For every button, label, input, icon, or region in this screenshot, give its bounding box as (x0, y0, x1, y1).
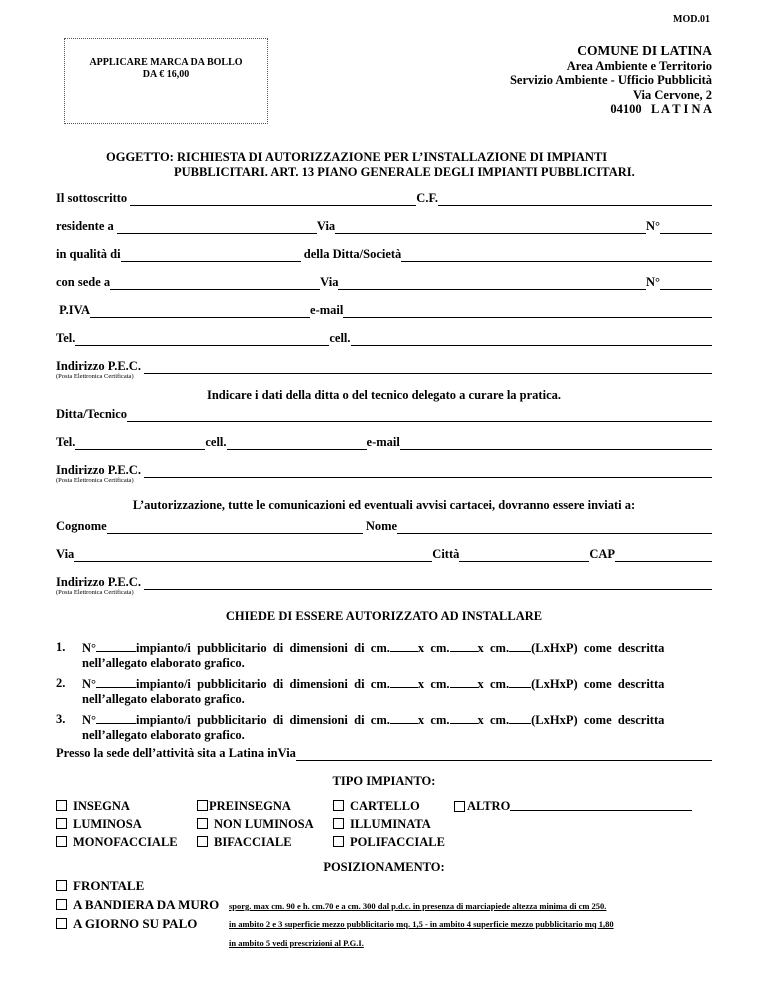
field-cognome[interactable] (107, 522, 363, 534)
label-ditta-tecnico: Ditta/Tecnico (56, 407, 128, 421)
field-pec[interactable] (144, 362, 712, 374)
checkbox-frontale[interactable] (56, 880, 67, 891)
label-x: x cm. (477, 713, 510, 727)
label-citta: Città (432, 547, 460, 561)
row-piva (56, 302, 712, 318)
row-cognome (56, 518, 712, 534)
label-non-luminosa: NON LUMINOSA (214, 817, 314, 831)
field-qualita[interactable] (121, 250, 301, 262)
label-cognome: Cognome (56, 519, 107, 533)
field-height[interactable] (450, 640, 478, 652)
checkbox-non-luminosa[interactable] (197, 818, 208, 829)
row-qualita (56, 246, 712, 262)
label-bifacciale: BIFACCIALE (214, 835, 292, 849)
field-quantity[interactable] (96, 640, 136, 652)
field-piva[interactable] (90, 306, 310, 318)
item-line-2: nell’allegato elaborato grafico. (82, 656, 245, 670)
address-line-1: COMUNE DI LATINA (577, 43, 712, 58)
field-presso-via[interactable] (296, 749, 712, 761)
field-name[interactable] (130, 194, 416, 206)
row-residente (56, 218, 712, 234)
label-ditta: della Ditta/Società (303, 247, 402, 261)
label-delegate-cell: cell. (205, 435, 227, 449)
checkbox-bandiera[interactable] (56, 899, 67, 910)
label-x: x cm. (417, 713, 450, 727)
field-sede-n[interactable] (660, 278, 712, 290)
label-nome: Nome (365, 519, 398, 533)
request-item-1 (56, 640, 712, 671)
label-cf: C.F. (416, 191, 439, 205)
field-contact-pec[interactable] (144, 578, 712, 590)
field-quantity[interactable] (96, 676, 136, 688)
address-line-4: Via Cervone, 2 (632, 87, 712, 102)
label-sede-n: N° (645, 275, 660, 289)
label-cell: cell. (329, 331, 351, 345)
checkbox-altro[interactable] (454, 801, 465, 812)
label-monofacciale: MONOFACCIALE (73, 835, 178, 849)
item-text: impianto/i pubblicitario di dimensioni di cm. (136, 641, 390, 655)
label-residente: residente a (56, 219, 114, 233)
row-ditta-tecnico (56, 406, 712, 422)
checkbox-palo[interactable] (56, 918, 67, 929)
label-piva: P.IVA (56, 303, 91, 317)
field-altro[interactable] (510, 799, 692, 811)
tipo-heading: TIPO IMPIANTO: (332, 774, 436, 788)
row-contact-pec (56, 574, 712, 590)
label-pec: Indirizzo P.E.C. (56, 359, 141, 373)
checkbox-illuminata[interactable] (333, 818, 344, 829)
field-depth[interactable] (509, 676, 531, 688)
field-height[interactable] (450, 712, 478, 724)
delegate-heading: Indicare i dati della ditta o del tecnico delegato a curare la pratica. (206, 388, 561, 402)
label-sede: con sede a (56, 275, 111, 289)
label-altro: ALTRO (467, 799, 511, 813)
field-ditta-tecnico[interactable] (127, 410, 712, 422)
stamp-line-2: DA € 16,00 (142, 69, 190, 80)
address-line-2: Area Ambiente e Territorio (566, 58, 712, 73)
label-contact-via: Via (56, 547, 75, 561)
field-length[interactable] (390, 640, 418, 652)
label-n: N° (645, 219, 660, 233)
label-x: x cm. (417, 641, 450, 655)
field-length[interactable] (390, 712, 418, 724)
pos-bandiera (56, 897, 219, 913)
field-quantity[interactable] (96, 712, 136, 724)
item-number: 2. (56, 676, 66, 690)
field-tel[interactable] (75, 334, 329, 346)
label-email: e-mail (310, 303, 344, 317)
field-residente[interactable] (117, 222, 317, 234)
row-pec (56, 358, 712, 374)
field-cap[interactable] (615, 550, 712, 562)
field-via[interactable] (335, 222, 646, 234)
posizionamento-heading: POSIZIONAMENTO: (323, 860, 445, 874)
field-sede-via[interactable] (338, 278, 646, 290)
delegate-pec-note: (Posta Elettronica Certificata) (56, 477, 134, 484)
item-text-end: (LxHxP) come descritta (531, 677, 665, 691)
subject-line-2: PUBBLICITARI. ART. 13 PIANO GENERALE DEGLI IMPIANTI PUBBLICITARI. (174, 165, 635, 179)
recipient-address (510, 44, 712, 117)
label-delegate-tel: Tel. (56, 435, 76, 449)
field-n[interactable] (660, 222, 712, 234)
stamp-line-1: APPLICARE MARCA DA BOLLO (89, 57, 243, 68)
field-delegate-cell[interactable] (227, 438, 367, 450)
label-polifacciale: POLIFACCIALE (350, 835, 445, 849)
label-delegate-pec: Indirizzo P.E.C. (56, 463, 141, 477)
checkbox-monofacciale[interactable] (56, 836, 67, 847)
label-n: N° (82, 713, 97, 727)
checkbox-insegna[interactable] (56, 800, 67, 811)
item-text-end: (LxHxP) come descritta (531, 713, 665, 727)
pec-note: (Posta Elettronica Certificata) (56, 373, 134, 380)
checkbox-bifacciale[interactable] (197, 836, 208, 847)
checkbox-luminosa[interactable] (56, 818, 67, 829)
label-qualita: in qualità di (56, 247, 121, 261)
row-sottoscritto (56, 190, 712, 206)
pos-frontale (56, 878, 144, 894)
contact-heading: L’autorizzazione, tutte le comunicazioni ed eventuali avvisi cartacei, dovranno essere inviati a: (132, 498, 636, 512)
field-sede[interactable] (110, 278, 320, 290)
item-line-2: nell’allegato elaborato grafico. (82, 728, 245, 742)
row-tel (56, 330, 712, 346)
row-delegate-pec (56, 462, 712, 478)
row-sede (56, 274, 712, 290)
field-length[interactable] (390, 676, 418, 688)
checkbox-polifacciale[interactable] (333, 836, 344, 847)
item-number: 3. (56, 712, 66, 726)
address-line-5: 04100 L A T I N A (610, 102, 712, 116)
label-contact-pec: Indirizzo P.E.C. (56, 575, 141, 589)
request-heading: CHIEDE DI ESSERE AUTORIZZATO AD INSTALLARE (225, 609, 543, 623)
label-presso: Presso la sede dell’attività sita a Latina inVia (56, 746, 296, 760)
checkbox-preinsegna[interactable] (197, 800, 208, 811)
item-text-end: (LxHxP) come descritta (531, 641, 665, 655)
label-bandiera: A BANDIERA DA MURO (73, 897, 220, 912)
field-nome[interactable] (397, 522, 712, 534)
label-palo: A GIORNO SU PALO (73, 916, 198, 931)
label-n: N° (82, 641, 97, 655)
label-insegna: INSEGNA (73, 799, 130, 813)
field-cell[interactable] (351, 334, 712, 346)
revenue-stamp-box (64, 38, 268, 124)
row-delegate-tel (56, 434, 712, 450)
subject (106, 150, 635, 180)
row-contact-via (56, 546, 712, 562)
label-x: x cm. (477, 641, 510, 655)
label-frontale: FRONTALE (73, 878, 145, 893)
tipo-col-3 (333, 797, 445, 851)
tipo-altro (454, 797, 692, 815)
label-preinsegna: PREINSEGNA (209, 799, 291, 813)
tipo-col-2 (197, 797, 314, 851)
pos-palo (56, 916, 197, 932)
item-line-2: nell’allegato elaborato grafico. (82, 692, 245, 706)
label-luminosa: LUMINOSA (73, 817, 142, 831)
tipo-col-1 (56, 797, 178, 851)
field-delegate-pec[interactable] (144, 466, 712, 478)
label-sede-via: Via (320, 275, 339, 289)
item-text: impianto/i pubblicitario di dimensioni di cm. (136, 713, 390, 727)
label-n: N° (82, 677, 97, 691)
label-sottoscritto: Il sottoscritto (56, 191, 128, 205)
label-via: Via (316, 219, 336, 233)
form-code: MOD.01 (673, 14, 710, 25)
item-text: impianto/i pubblicitario di dimensioni di cm. (136, 677, 390, 691)
field-delegate-email[interactable] (400, 438, 712, 450)
field-depth[interactable] (509, 712, 531, 724)
field-delegate-tel[interactable] (75, 438, 205, 450)
field-height[interactable] (450, 676, 478, 688)
subject-line-1: OGGETTO: RICHIESTA DI AUTORIZZAZIONE PER L’INSTALLAZIONE DI IMPIANTI (106, 150, 608, 164)
address-line-3: Servizio Ambiente - Ufficio Pubblicità (509, 73, 712, 87)
field-contact-via[interactable] (74, 550, 432, 562)
label-x: x cm. (417, 677, 450, 691)
label-tel: Tel. (56, 331, 76, 345)
label-cap: CAP (589, 547, 616, 561)
checkbox-cartello[interactable] (333, 800, 344, 811)
field-ditta[interactable] (401, 250, 712, 262)
label-x: x cm. (477, 677, 510, 691)
note-palo-2: in ambito 5 vedi prescrizioni al P.G.I. (229, 938, 364, 948)
contact-pec-note: (Posta Elettronica Certificata) (56, 589, 134, 596)
label-cartello: CARTELLO (350, 799, 420, 813)
request-item-2 (56, 676, 712, 707)
field-email[interactable] (343, 306, 712, 318)
note-bandiera: sporg. max cm. 90 e h. cm.70 e a cm. 300 dal p.d.c. in presenza di marciapiede altezza minima di cm 250. (229, 901, 607, 911)
item-number: 1. (56, 640, 66, 654)
field-depth[interactable] (509, 640, 531, 652)
note-palo-1: in ambito 2 e 3 superficie mezzo pubblicitario mq. 1,5 - in ambito 4 superficie mezzo pubblicitario mq 1,80 (229, 919, 614, 929)
row-presso (56, 745, 712, 761)
field-cf[interactable] (438, 194, 712, 206)
label-illuminata: ILLUMINATA (350, 817, 431, 831)
request-item-3 (56, 712, 712, 743)
field-citta[interactable] (459, 550, 589, 562)
label-delegate-email: e-mail (366, 435, 400, 449)
